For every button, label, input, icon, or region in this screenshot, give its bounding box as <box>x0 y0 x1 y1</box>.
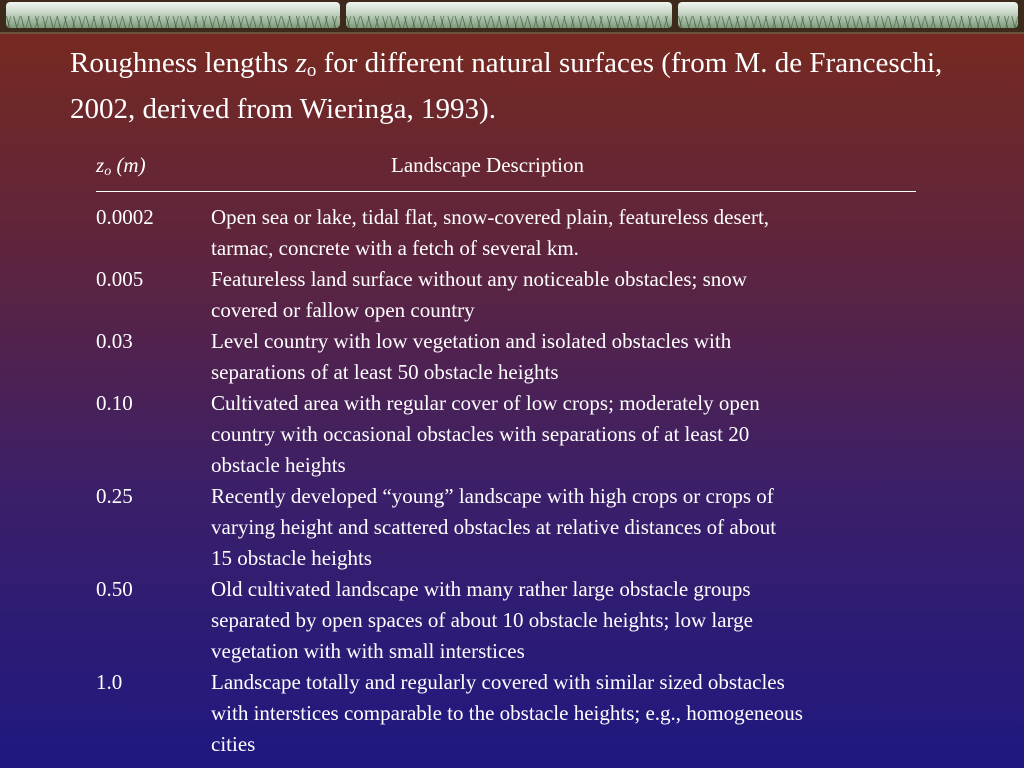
header-unit: (m) <box>111 153 146 177</box>
table-header <box>96 150 956 181</box>
title-symbol-subscript: o <box>306 60 317 81</box>
landscape-description: Cultivated area with regular cover of low crops; moderately open country with occasional obstacles with separations of at least 20 obstacle heights <box>211 391 760 477</box>
roughness-value: 0.50 <box>96 577 133 601</box>
title-text-start: Roughness lengths <box>70 47 296 79</box>
grass-strip <box>678 16 1018 28</box>
title-symbol <box>296 47 317 79</box>
table-row <box>96 326 956 388</box>
roughness-value: 0.0002 <box>96 205 154 229</box>
column-header-description: Landscape Description <box>391 153 585 177</box>
table-row <box>96 667 956 760</box>
roughness-value: 0.03 <box>96 329 133 353</box>
column-header-zo <box>96 150 146 187</box>
landscape-photo-panel <box>678 2 1018 28</box>
title-symbol-letter: z <box>295 47 307 79</box>
landscape-description: Recently developed “young” landscape with high crops or crops of varying height and scattered obstacles at relative distances of about 15 obstacle heights <box>211 484 777 570</box>
landscape-photo-panel <box>346 2 672 28</box>
table-row <box>96 481 956 574</box>
landscape-description: Open sea or lake, tidal flat, snow-covered plain, featureless desert, tarmac, concrete with a fetch of several km. <box>211 205 770 260</box>
roughness-table <box>96 150 956 760</box>
grass-strip <box>6 16 340 28</box>
landscape-description: Landscape totally and regularly covered with similar sized obstacles with interstices comparable to the obstacle heights; e.g., homogeneous cities <box>211 670 803 756</box>
header-symbol-letter: z <box>96 153 105 177</box>
table-row <box>96 202 956 264</box>
title-text-end: for different natural surfaces (from M. de Franceschi, 2002, derived from Wieringa, 1993). <box>70 47 943 125</box>
grass-strip <box>346 16 672 28</box>
header-symbol <box>96 153 111 177</box>
table-row <box>96 388 956 481</box>
roughness-value: 0.25 <box>96 484 133 508</box>
landscape-description: Old cultivated landscape with many rather large obstacle groups separated by open spaces of about 10 obstacle heights; low large vegetation with with small interstices <box>211 577 753 663</box>
header-banner <box>0 0 1024 34</box>
slide-title <box>70 44 970 128</box>
roughness-value: 0.10 <box>96 391 133 415</box>
table-body <box>96 202 956 760</box>
roughness-value: 1.0 <box>96 670 123 694</box>
table-row <box>96 264 956 326</box>
header-divider <box>96 191 916 192</box>
landscape-description: Level country with low vegetation and isolated obstacles with separations of at least 50 obstacle heights <box>211 329 732 384</box>
table-row <box>96 574 956 667</box>
roughness-value: 0.005 <box>96 267 144 291</box>
landscape-description: Featureless land surface without any noticeable obstacles; snow covered or fallow open country <box>211 267 747 322</box>
landscape-photo-panel <box>6 2 340 28</box>
header-symbol-subscript: o <box>104 164 112 179</box>
